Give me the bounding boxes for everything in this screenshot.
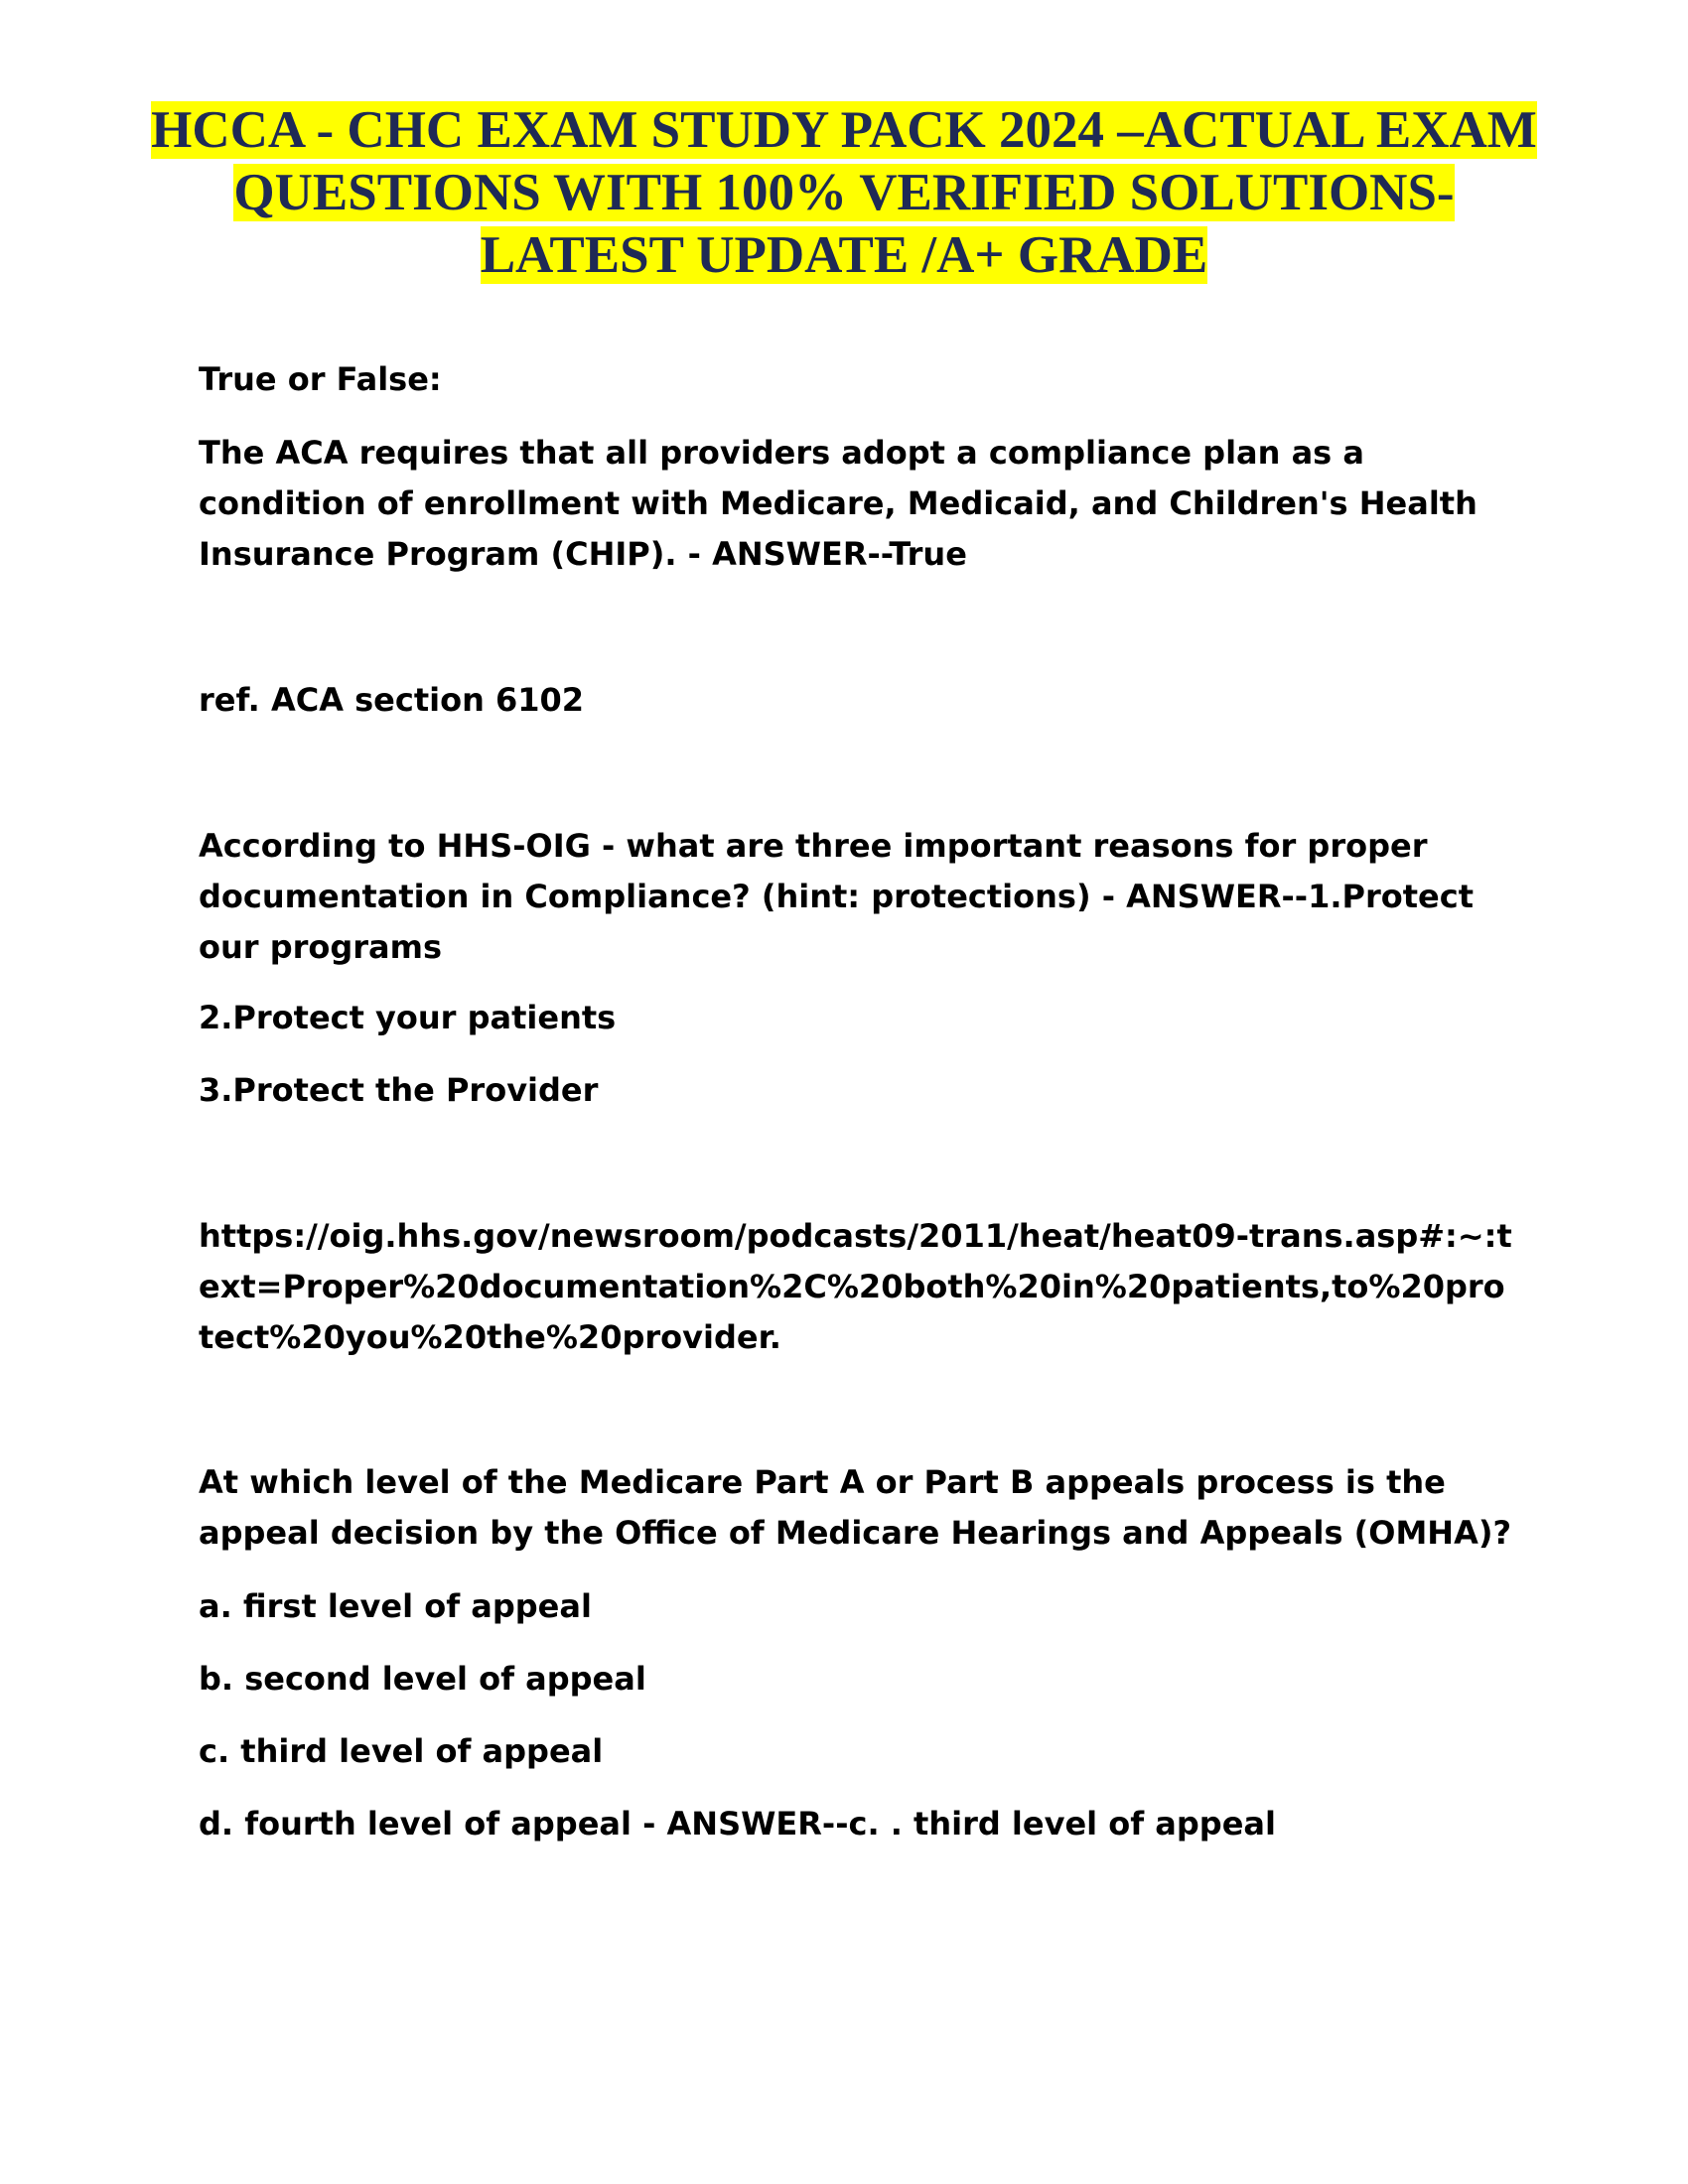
document-title bbox=[149, 99, 1539, 287]
q2-item-1: 2.Protect your patients bbox=[199, 999, 617, 1036]
q3-option-b: b. second level of appeal bbox=[199, 1660, 646, 1698]
q3-option-a: a. first level of appeal bbox=[199, 1587, 592, 1625]
q1-reference: ref. ACA section 6102 bbox=[199, 681, 585, 719]
q1-text: The ACA requires that all providers adopt a compliance plan as a condition of enrollment with Medicare, Medicaid, and Children's Health Insurance Program (CHIP). - ANSWER--True bbox=[199, 434, 1477, 573]
q3-text: At which level of the Medicare Part A or Part B appeals process is the appeal decision by the Office of Medicare Hearings and Appeals (OMHA)? bbox=[199, 1463, 1512, 1552]
q1-prompt: True or False: bbox=[199, 360, 442, 398]
q3-option-d: d. fourth level of appeal - ANSWER--c. . third level of appeal bbox=[199, 1805, 1276, 1843]
q2-item-2: 3.Protect the Provider bbox=[199, 1071, 599, 1109]
title-highlight: HCCA - CHC EXAM STUDY PACK 2024 –ACTUAL EXAM QUESTIONS WITH 100% VERIFIED SOLUTIONS-LATEST UPDATE /A+ GRADE bbox=[151, 101, 1537, 284]
q3-option-c: c. third level of appeal bbox=[199, 1732, 604, 1770]
q2-reference-url: https://oig.hhs.gov/newsroom/podcasts/2011/heat/heat09-trans.asp#:~:text=Proper%20documentation%2C%20both%20in%20patients,to%20protect%20you%20the%20provider. bbox=[199, 1217, 1512, 1356]
q2-text: According to HHS-OIG - what are three important reasons for proper documentation in Compliance? (hint: protections) - ANSWER--1.Protect our programs bbox=[199, 827, 1474, 966]
